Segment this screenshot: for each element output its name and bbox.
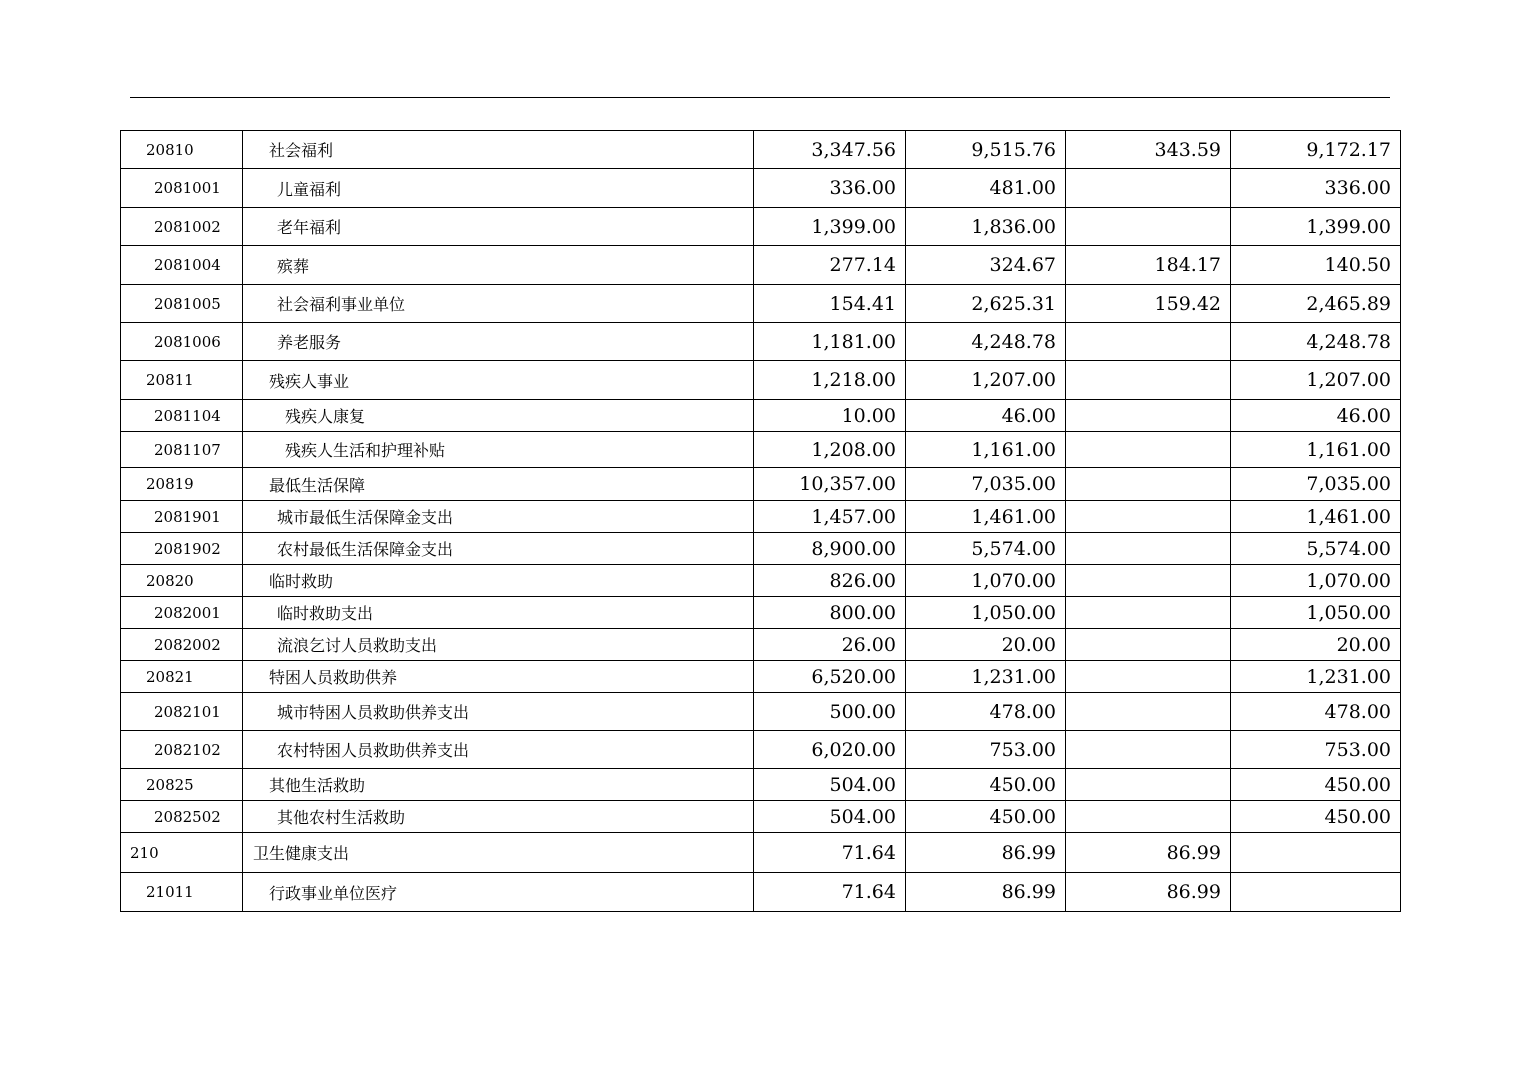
value-cell-3	[1066, 769, 1231, 801]
value-cell-3	[1066, 731, 1231, 769]
value-cell-4	[1231, 833, 1401, 873]
value-cell-2: 5,574.00	[906, 533, 1066, 565]
value-cell-3	[1066, 432, 1231, 468]
value-cell-3	[1066, 661, 1231, 693]
value-cell-3	[1066, 169, 1231, 208]
table-row	[121, 661, 1401, 693]
value-cell-4: 336.00	[1231, 169, 1401, 208]
row-name-cell: 残疾人生活和护理补贴	[243, 432, 754, 468]
row-name-cell: 临时救助支出	[243, 597, 754, 629]
value-cell-2: 20.00	[906, 629, 1066, 661]
value-cell-2: 1,461.00	[906, 501, 1066, 533]
table-row	[121, 246, 1401, 285]
value-cell-3: 86.99	[1066, 873, 1231, 912]
value-cell-2: 481.00	[906, 169, 1066, 208]
value-cell-3: 159.42	[1066, 285, 1231, 323]
table-row	[121, 131, 1401, 169]
value-cell-1: 826.00	[754, 565, 906, 597]
value-cell-1: 154.41	[754, 285, 906, 323]
value-cell-1: 504.00	[754, 769, 906, 801]
row-code-cell: 2082502	[121, 801, 243, 833]
table-row	[121, 833, 1401, 873]
row-name-cell: 残疾人事业	[243, 361, 754, 400]
table-row	[121, 468, 1401, 501]
value-cell-1: 800.00	[754, 597, 906, 629]
row-name-cell: 行政事业单位医疗	[243, 873, 754, 912]
value-cell-2: 1,231.00	[906, 661, 1066, 693]
value-cell-2: 324.67	[906, 246, 1066, 285]
value-cell-4: 7,035.00	[1231, 468, 1401, 501]
value-cell-2: 86.99	[906, 833, 1066, 873]
value-cell-4: 140.50	[1231, 246, 1401, 285]
value-cell-3	[1066, 400, 1231, 432]
table-row	[121, 432, 1401, 468]
value-cell-3	[1066, 501, 1231, 533]
row-name-cell: 殡葬	[243, 246, 754, 285]
value-cell-3: 184.17	[1066, 246, 1231, 285]
row-name-cell: 社会福利	[243, 131, 754, 169]
value-cell-2: 1,050.00	[906, 597, 1066, 629]
header-rule	[130, 97, 1390, 98]
table-row	[121, 693, 1401, 731]
value-cell-4: 1,161.00	[1231, 432, 1401, 468]
row-code-cell: 2082001	[121, 597, 243, 629]
expenditure-table	[120, 130, 1401, 912]
value-cell-1: 10.00	[754, 400, 906, 432]
value-cell-1: 277.14	[754, 246, 906, 285]
row-code-cell: 2082102	[121, 731, 243, 769]
value-cell-2: 1,070.00	[906, 565, 1066, 597]
value-cell-1: 26.00	[754, 629, 906, 661]
value-cell-3: 86.99	[1066, 833, 1231, 873]
row-name-cell: 临时救助	[243, 565, 754, 597]
row-code-cell: 2081107	[121, 432, 243, 468]
value-cell-3: 343.59	[1066, 131, 1231, 169]
table-row	[121, 597, 1401, 629]
value-cell-1: 500.00	[754, 693, 906, 731]
table-row	[121, 731, 1401, 769]
row-name-cell: 老年福利	[243, 208, 754, 246]
value-cell-2: 86.99	[906, 873, 1066, 912]
value-cell-3	[1066, 323, 1231, 361]
row-name-cell: 社会福利事业单位	[243, 285, 754, 323]
value-cell-2: 9,515.76	[906, 131, 1066, 169]
value-cell-1: 336.00	[754, 169, 906, 208]
value-cell-2: 1,161.00	[906, 432, 1066, 468]
value-cell-4: 20.00	[1231, 629, 1401, 661]
value-cell-1: 3,347.56	[754, 131, 906, 169]
value-cell-1: 1,399.00	[754, 208, 906, 246]
row-code-cell: 2082101	[121, 693, 243, 731]
value-cell-2: 7,035.00	[906, 468, 1066, 501]
value-cell-2: 753.00	[906, 731, 1066, 769]
value-cell-4: 5,574.00	[1231, 533, 1401, 565]
row-code-cell: 21011	[121, 873, 243, 912]
row-code-cell: 20810	[121, 131, 243, 169]
value-cell-4: 1,050.00	[1231, 597, 1401, 629]
row-code-cell: 20825	[121, 769, 243, 801]
table-body	[121, 131, 1401, 912]
value-cell-2: 478.00	[906, 693, 1066, 731]
value-cell-3	[1066, 533, 1231, 565]
row-code-cell: 20819	[121, 468, 243, 501]
row-code-cell: 2081006	[121, 323, 243, 361]
row-code-cell: 210	[121, 833, 243, 873]
value-cell-1: 504.00	[754, 801, 906, 833]
value-cell-4: 1,070.00	[1231, 565, 1401, 597]
row-code-cell: 2081005	[121, 285, 243, 323]
value-cell-4: 1,399.00	[1231, 208, 1401, 246]
value-cell-4: 1,461.00	[1231, 501, 1401, 533]
row-name-cell: 农村特困人员救助供养支出	[243, 731, 754, 769]
row-name-cell: 残疾人康复	[243, 400, 754, 432]
value-cell-1: 10,357.00	[754, 468, 906, 501]
value-cell-4: 1,207.00	[1231, 361, 1401, 400]
table-row	[121, 169, 1401, 208]
row-code-cell: 20820	[121, 565, 243, 597]
table-row	[121, 208, 1401, 246]
table-row	[121, 501, 1401, 533]
value-cell-4: 2,465.89	[1231, 285, 1401, 323]
value-cell-3	[1066, 693, 1231, 731]
row-name-cell: 养老服务	[243, 323, 754, 361]
row-code-cell: 20811	[121, 361, 243, 400]
value-cell-4: 753.00	[1231, 731, 1401, 769]
row-code-cell: 2082002	[121, 629, 243, 661]
row-name-cell: 流浪乞讨人员救助支出	[243, 629, 754, 661]
value-cell-1: 1,457.00	[754, 501, 906, 533]
row-name-cell: 农村最低生活保障金支出	[243, 533, 754, 565]
value-cell-3	[1066, 565, 1231, 597]
value-cell-2: 450.00	[906, 769, 1066, 801]
value-cell-1: 1,208.00	[754, 432, 906, 468]
row-name-cell: 儿童福利	[243, 169, 754, 208]
value-cell-1: 71.64	[754, 873, 906, 912]
value-cell-1: 1,181.00	[754, 323, 906, 361]
value-cell-3	[1066, 208, 1231, 246]
row-name-cell: 城市最低生活保障金支出	[243, 501, 754, 533]
row-name-cell: 城市特困人员救助供养支出	[243, 693, 754, 731]
table-row	[121, 629, 1401, 661]
row-code-cell: 2081001	[121, 169, 243, 208]
table-row	[121, 769, 1401, 801]
row-code-cell: 2081902	[121, 533, 243, 565]
table-row	[121, 533, 1401, 565]
row-name-cell: 其他农村生活救助	[243, 801, 754, 833]
value-cell-1: 8,900.00	[754, 533, 906, 565]
row-code-cell: 2081002	[121, 208, 243, 246]
row-code-cell: 2081901	[121, 501, 243, 533]
row-code-cell: 2081104	[121, 400, 243, 432]
value-cell-2: 1,836.00	[906, 208, 1066, 246]
value-cell-1: 1,218.00	[754, 361, 906, 400]
row-name-cell: 最低生活保障	[243, 468, 754, 501]
row-code-cell: 20821	[121, 661, 243, 693]
value-cell-4: 478.00	[1231, 693, 1401, 731]
value-cell-4: 46.00	[1231, 400, 1401, 432]
value-cell-4	[1231, 873, 1401, 912]
value-cell-4: 1,231.00	[1231, 661, 1401, 693]
value-cell-1: 6,020.00	[754, 731, 906, 769]
table-row	[121, 873, 1401, 912]
table-row	[121, 801, 1401, 833]
value-cell-1: 6,520.00	[754, 661, 906, 693]
value-cell-1: 71.64	[754, 833, 906, 873]
value-cell-2: 4,248.78	[906, 323, 1066, 361]
table-row	[121, 323, 1401, 361]
value-cell-3	[1066, 801, 1231, 833]
value-cell-3	[1066, 597, 1231, 629]
row-code-cell: 2081004	[121, 246, 243, 285]
row-name-cell: 特困人员救助供养	[243, 661, 754, 693]
value-cell-3	[1066, 629, 1231, 661]
table-row	[121, 565, 1401, 597]
value-cell-4: 450.00	[1231, 801, 1401, 833]
value-cell-3	[1066, 468, 1231, 501]
value-cell-2: 2,625.31	[906, 285, 1066, 323]
value-cell-3	[1066, 361, 1231, 400]
value-cell-2: 450.00	[906, 801, 1066, 833]
value-cell-2: 46.00	[906, 400, 1066, 432]
table-row	[121, 361, 1401, 400]
value-cell-4: 450.00	[1231, 769, 1401, 801]
value-cell-2: 1,207.00	[906, 361, 1066, 400]
table-row	[121, 285, 1401, 323]
table-row	[121, 400, 1401, 432]
row-name-cell: 其他生活救助	[243, 769, 754, 801]
row-name-cell: 卫生健康支出	[243, 833, 754, 873]
value-cell-4: 9,172.17	[1231, 131, 1401, 169]
value-cell-4: 4,248.78	[1231, 323, 1401, 361]
